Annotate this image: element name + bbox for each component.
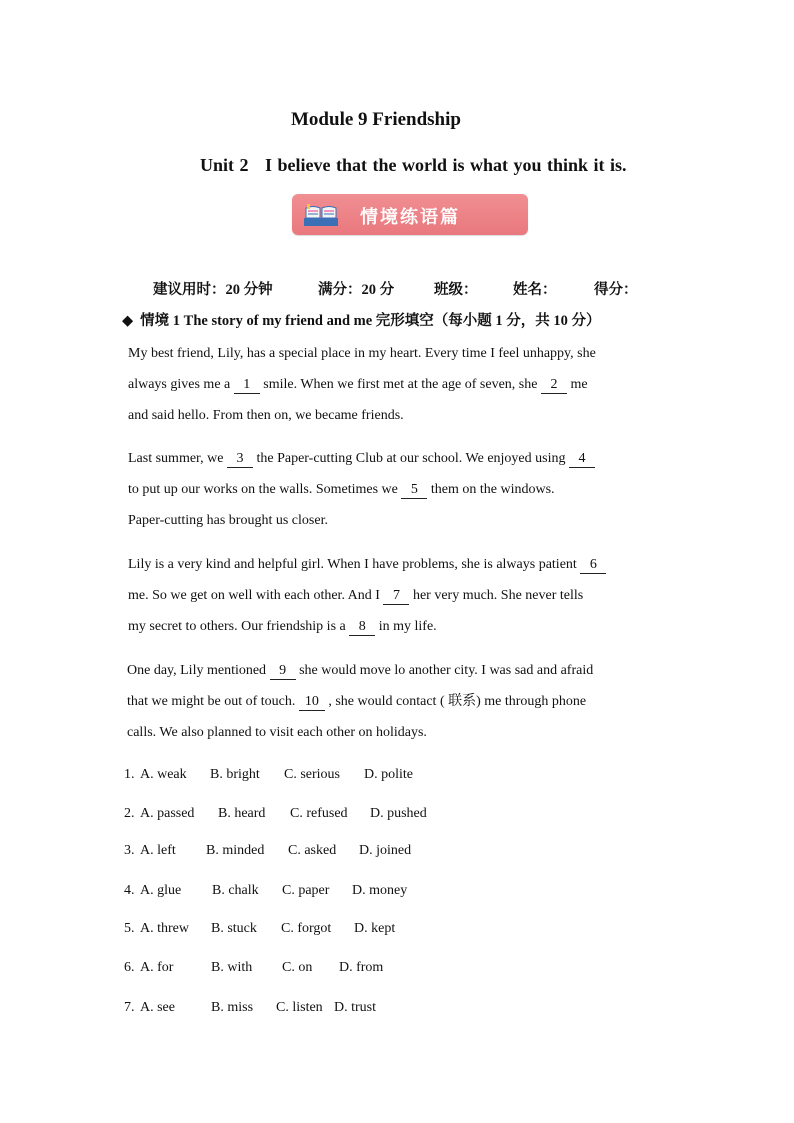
passage-line: my secret to others. Our friendship is a 8 in my life.: [128, 619, 437, 634]
option-a[interactable]: A. weak: [140, 767, 187, 782]
option-a[interactable]: A. passed: [140, 806, 195, 821]
option-c[interactable]: C. listen: [276, 1000, 323, 1015]
blank-1[interactable]: 1: [234, 377, 260, 394]
section-header: [122, 309, 601, 330]
passage-paragraph-3: [128, 549, 668, 642]
passage-line: and said hello. From then on, we became friends.: [128, 408, 404, 423]
passage-line: Lily is a very kind and helpful girl. When I have problems, she is always patient 6: [128, 549, 668, 580]
blank-10[interactable]: 10: [299, 694, 325, 711]
option-c[interactable]: C. asked: [288, 843, 337, 858]
section-title: 情境 1 The story of my friend and me 完形填空（每小题 1 分，共 10 分）: [140, 313, 601, 329]
passage-line: calls. We also planned to visit each other on holidays.: [127, 725, 427, 740]
passage-line: to put up our works on the walls. Sometimes we 5 them on the windows.: [128, 482, 555, 497]
unit-title: Unit 2 I believe that the world is what you think it is.: [200, 155, 627, 175]
blank-2[interactable]: 2: [541, 377, 567, 394]
score-label: 满分：20 分: [318, 282, 395, 298]
option-row: 7. A. see B. miss C. listen D. trust: [124, 1000, 376, 1015]
passage-line: Paper-cutting has brought us closer.: [128, 513, 328, 528]
name-label: 姓名：: [513, 282, 557, 298]
option-a[interactable]: A. for: [140, 960, 174, 975]
option-d[interactable]: D. trust: [334, 1000, 376, 1015]
option-c[interactable]: C. serious: [284, 767, 340, 782]
option-b[interactable]: B. miss: [211, 1000, 254, 1015]
option-b[interactable]: B. bright: [210, 767, 260, 782]
passage-paragraph-1: [128, 338, 668, 431]
option-d[interactable]: D. money: [352, 883, 408, 898]
option-row: 4. A. glue B. chalk C. paper D. money: [124, 883, 408, 898]
option-c[interactable]: C. refused: [290, 806, 348, 821]
banner-title: 情境练语篇: [360, 207, 460, 228]
blank-7[interactable]: 7: [383, 588, 409, 605]
option-row: 6. A. for B. with C. on D. from: [124, 960, 384, 975]
option-d[interactable]: D. joined: [359, 843, 412, 858]
option-a[interactable]: A. threw: [140, 921, 189, 936]
option-d[interactable]: D. pushed: [370, 806, 427, 821]
option-d[interactable]: D. polite: [364, 767, 413, 782]
option-b[interactable]: B. heard: [218, 806, 266, 821]
blank-5[interactable]: 5: [401, 482, 427, 499]
option-row: 1. A. weak B. bright C. serious D. polite: [124, 767, 413, 782]
blank-8[interactable]: 8: [349, 619, 375, 636]
option-d[interactable]: D. kept: [354, 921, 396, 936]
blank-6[interactable]: 6: [580, 557, 606, 574]
option-c[interactable]: C. forgot: [281, 921, 332, 936]
blank-9[interactable]: 9: [270, 663, 296, 680]
option-b[interactable]: B. stuck: [211, 921, 257, 936]
option-c[interactable]: C. on: [282, 960, 313, 975]
book-icon: [302, 202, 340, 228]
option-a[interactable]: A. glue: [140, 883, 182, 898]
passage-line: One day, Lily mentioned 9 she would move lo another city. I was sad and afraid: [127, 663, 594, 678]
passage-line: Last summer, we 3 the Paper-cutting Club at our school. We enjoyed using 4: [128, 443, 668, 474]
passage-line: me. So we get on well with each other. And I 7 her very much. She never tells: [128, 588, 584, 603]
passage-paragraph-4: [127, 655, 667, 748]
option-b[interactable]: B. chalk: [212, 883, 259, 898]
option-a[interactable]: A. left: [140, 843, 176, 858]
option-a[interactable]: A. see: [140, 1000, 175, 1015]
passage-line: My best friend, Lily, has a special place in my heart. Every time I feel unhappy, she: [128, 346, 596, 361]
option-b[interactable]: B. with: [211, 960, 253, 975]
time-label: 建议用时：20 分钟: [153, 282, 273, 298]
option-row: 5. A. threw B. stuck C. forgot D. kept: [124, 921, 396, 936]
blank-3[interactable]: 3: [227, 451, 253, 468]
blank-4[interactable]: 4: [569, 451, 595, 468]
passage-paragraph-2: [128, 443, 668, 536]
option-row: 2. A. passed B. heard C. refused D. pushed: [124, 806, 427, 821]
diamond-bullet-icon: ◆: [122, 313, 134, 329]
class-label: 班级：: [434, 282, 478, 298]
option-row: 3. A. left B. minded C. asked D. joined: [124, 843, 412, 858]
got-label: 得分：: [594, 282, 638, 298]
passage-line: always gives me a 1 smile. When we first met at the age of seven, she 2 me: [128, 377, 588, 392]
option-b[interactable]: B. minded: [206, 843, 265, 858]
passage-line: that we might be out of touch. 10 , she would contact ( 联系) me through phone: [127, 694, 587, 709]
module-title: Module 9 Friendship: [291, 109, 461, 130]
section-banner: [292, 194, 528, 235]
option-c[interactable]: C. paper: [282, 883, 330, 898]
option-d[interactable]: D. from: [339, 960, 384, 975]
